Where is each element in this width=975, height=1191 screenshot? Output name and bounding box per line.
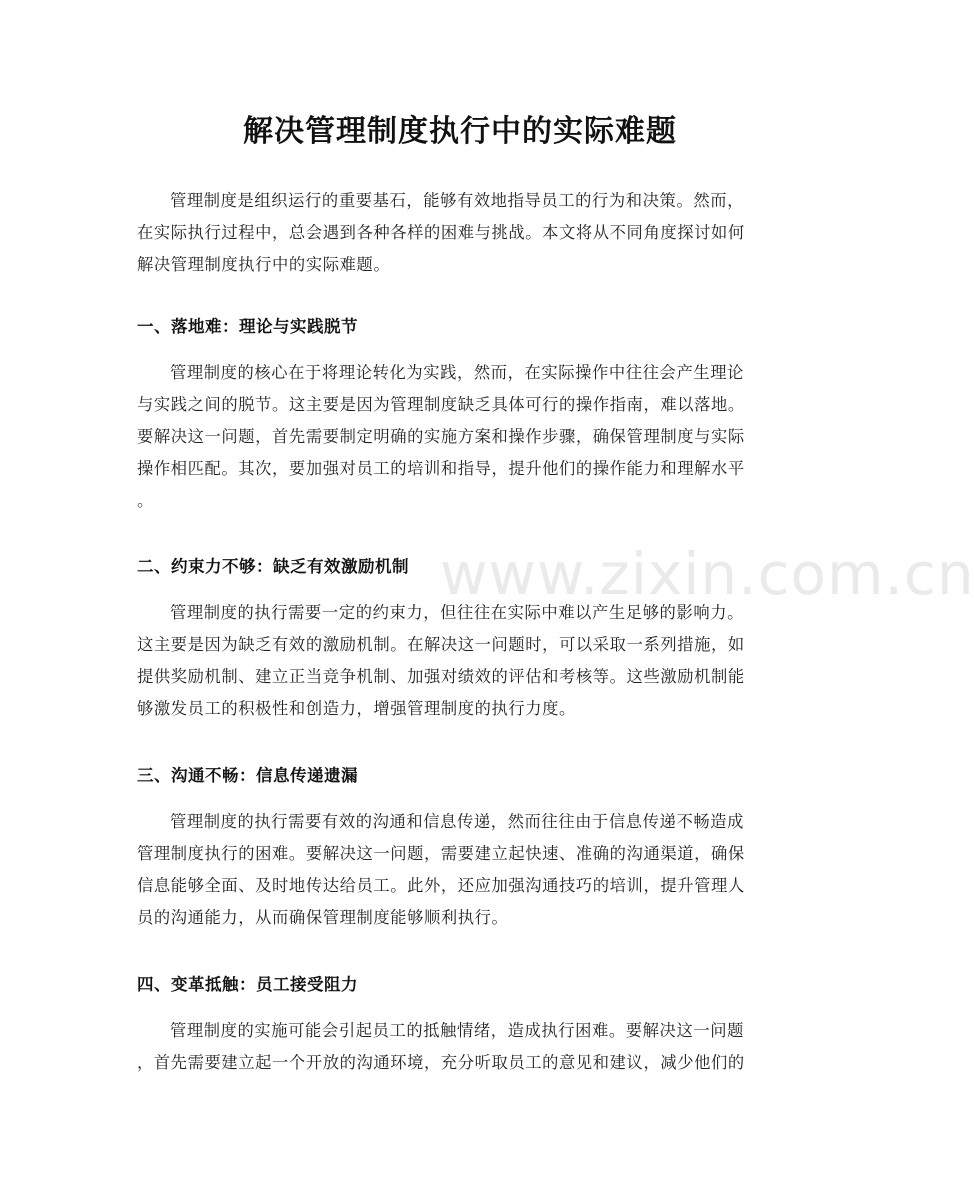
section-heading-4: 四、变革抵触：员工接受阻力 [137,975,358,994]
section-paragraph-3 [137,806,785,934]
paragraph-line: 提供奖励机制、建立正当竞争机制、加强对绩效的评估和考核等。这些激励机制能 [137,667,745,686]
paragraph-line: 与实践之间的脱节。这主要是因为管理制度缺乏具体可行的操作指南，难以落地。 [137,395,745,414]
section-heading-2: 二、约束力不够：缺乏有效激励机制 [137,557,409,576]
paragraph-line: 员的沟通能力，从而确保管理制度能够顺利执行。 [137,908,509,927]
paragraph-line: 要解决这一问题，首先需要制定明确的实施方案和操作步骤，确保管理制度与实际 [137,427,745,446]
paragraph-line: 在实际执行过程中，总会遇到各种各样的困难与挑战。本文将从不同角度探讨如何 [137,223,745,242]
paragraph-line: 管理制度的执行需要有效的沟通和信息传递，然而往往由于信息传递不畅造成 [170,812,744,831]
paragraph-line: 管理制度的核心在于将理论转化为实践，然而，在实际操作中往往会产生理论 [170,363,744,382]
paragraph-line: 管理制度是组织运行的重要基石，能够有效地指导员工的行为和决策。然而， [170,191,744,210]
paragraph-line: 管理制度的实施可能会引起员工的抵触情绪，造成执行困难。要解决这一问题 [170,1021,744,1040]
paragraph-line: 操作相匹配。其次，要加强对员工的培训和指导，提升他们的操作能力和理解水平 [137,459,745,478]
paragraph-line: 够激发员工的积极性和创造力，增强管理制度的执行力度。 [137,699,576,718]
page-title: 解决管理制度执行中的实际难题 [243,114,677,149]
section-heading-3: 三、沟通不畅：信息传递遗漏 [137,766,358,785]
paragraph-line: 这主要是因为缺乏有效的激励机制。在解决这一问题时，可以采取一系列措施，如 [137,635,745,654]
watermark: www.zixin.com.cn [440,540,975,608]
paragraph-line: 。 [137,491,154,510]
section-paragraph-1 [137,357,785,517]
section-heading-1: 一、落地难：理论与实践脱节 [137,317,358,336]
paragraph-line: 管理制度的执行需要一定的约束力，但往往在实际中难以产生足够的影响力。 [170,603,744,622]
paragraph-line: 信息能够全面、及时地传达给员工。此外，还应加强沟通技巧的培训，提升管理人 [137,876,745,895]
intro-paragraph [137,185,785,281]
paragraph-line: 解决管理制度执行中的实际难题。 [137,255,391,274]
section-paragraph-2 [137,597,785,725]
paragraph-line: 管理制度执行的困难。要解决这一问题，需要建立起快速、准确的沟通渠道，确保 [137,844,745,863]
section-paragraph-4 [137,1015,785,1079]
paragraph-line: ，首先需要建立起一个开放的沟通环境，充分听取员工的意见和建议，减少他们的 [137,1053,745,1072]
